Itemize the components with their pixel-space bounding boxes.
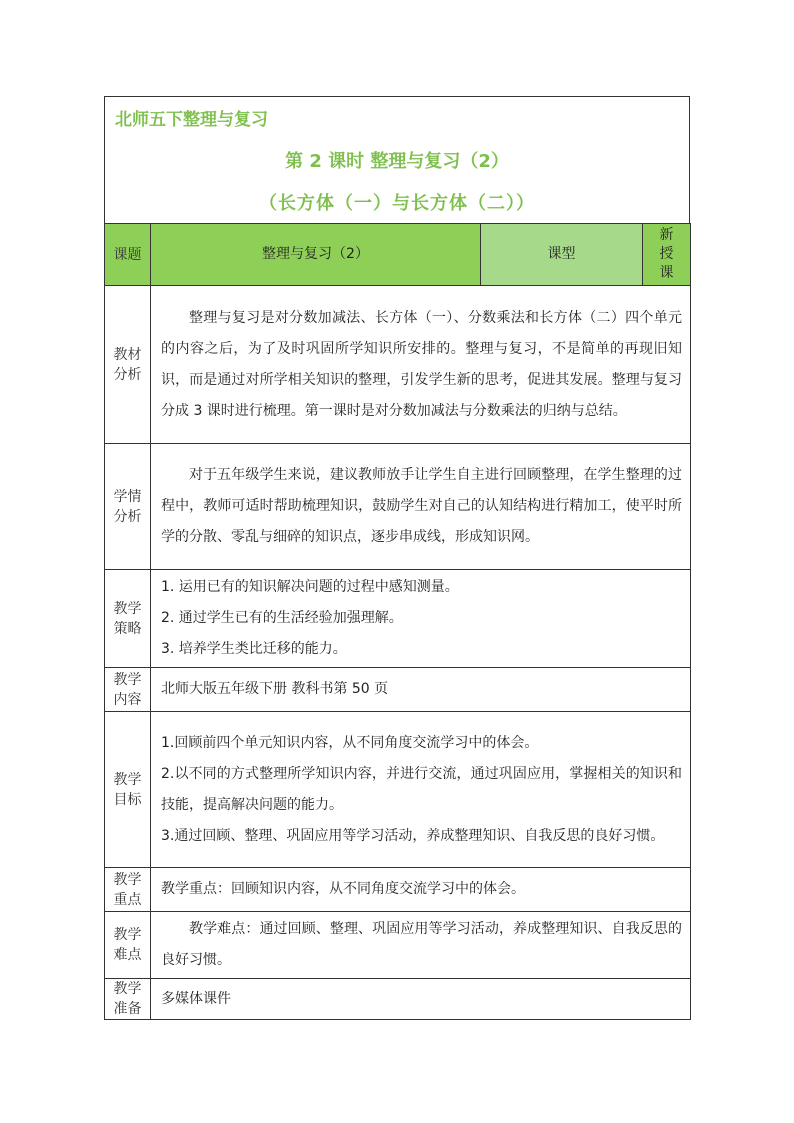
table-row-preparation [105,979,691,1020]
row-label: 教学 策略 [105,570,151,668]
header-block [104,96,690,223]
list-item: 2. 通过学生已有的生活经验加强理解。 [161,610,403,626]
row-content [151,712,691,868]
brand-title: 北师五下整理与复习 [115,110,268,130]
row-label: 教学 重点 [105,868,151,912]
list-item: 北师大版五年级下册 教科书第 50 页 [161,681,389,697]
row-content [151,570,691,668]
table-row-difficulties [105,912,691,979]
list-item: 3. 培养学生类比迁移的能力。 [161,641,347,657]
row-label: 教材 分析 [105,286,151,444]
lesson-subtitle: （长方体（一）与长方体（二）） [259,193,535,214]
row-content: 多媒体课件 [151,979,691,1020]
row-label: 教学 准备 [105,979,151,1020]
row-label: 教学 目标 [105,712,151,868]
table-row-textbook-analysis [105,286,691,444]
type-value-char: 新 [659,227,674,243]
list-item: 2.以不同的方式整理所学知识内容，并进行交流，通过巩固应用，掌握相关的知识和技能，提高解决问题的能力。 [161,765,682,813]
type-value-char: 授 [659,246,674,262]
lesson-label: 课题 [105,224,151,286]
row-content: 整理与复习是对分数加减法、长方体（一）、分数乘法和长方体（二）四个单元的内容之后，为了及时巩固所学知识所安排的。整理与复习，不是简单的再现旧知识，而是通过对所学相关知识的整理，引发学生新的思考，促进其发展。整理与复习分成 3 课时进行梳理。第一课时是对分数加减法与分数乘法的归纳与总结。 [151,286,691,444]
type-value [643,224,691,286]
table-row-lesson [105,224,691,286]
row-content: 教学重点：回顾知识内容，从不同角度交流学习中的体会。 [151,868,691,912]
row-content: 教学难点：通过回顾、整理、巩固应用等学习活动，养成整理知识、自我反思的良好习惯。 [151,912,691,979]
list-item: 1. 运用已有的知识解决问题的过程中感知测量。 [161,579,459,595]
list-item: 3.通过回顾、整理、巩固应用等学习活动，养成整理知识、自我反思的良好习惯。 [161,827,665,844]
type-value-char: 课 [659,265,674,281]
lesson-plan-table [104,223,691,1020]
row-label: 教学 内容 [105,668,151,712]
lesson-plan-sheet [104,96,690,1020]
row-content [151,668,691,712]
table-row-objectives [105,712,691,868]
table-row-content [105,668,691,712]
row-label: 学情 分析 [105,444,151,570]
table-row-strategy [105,570,691,668]
row-label: 教学 难点 [105,912,151,979]
lesson-value: 整理与复习（2） [151,224,481,286]
lesson-title: 第 2 课时 整理与复习（2） [285,151,509,172]
type-label: 课型 [481,224,643,286]
table-row-key-points [105,868,691,912]
list-item: 1.回顾前四个单元知识内容，从不同角度交流学习中的体会。 [161,734,539,751]
row-content: 对于五年级学生来说，建议教师放手让学生自主进行回顾整理，在学生整理的过程中，教师可适时帮助梳理知识，鼓励学生对自己的认知结构进行精加工，使平时所学的分散、零乱与细碎的知识点，逐步串成线，形成知识网。 [151,444,691,570]
table-row-student-analysis [105,444,691,570]
